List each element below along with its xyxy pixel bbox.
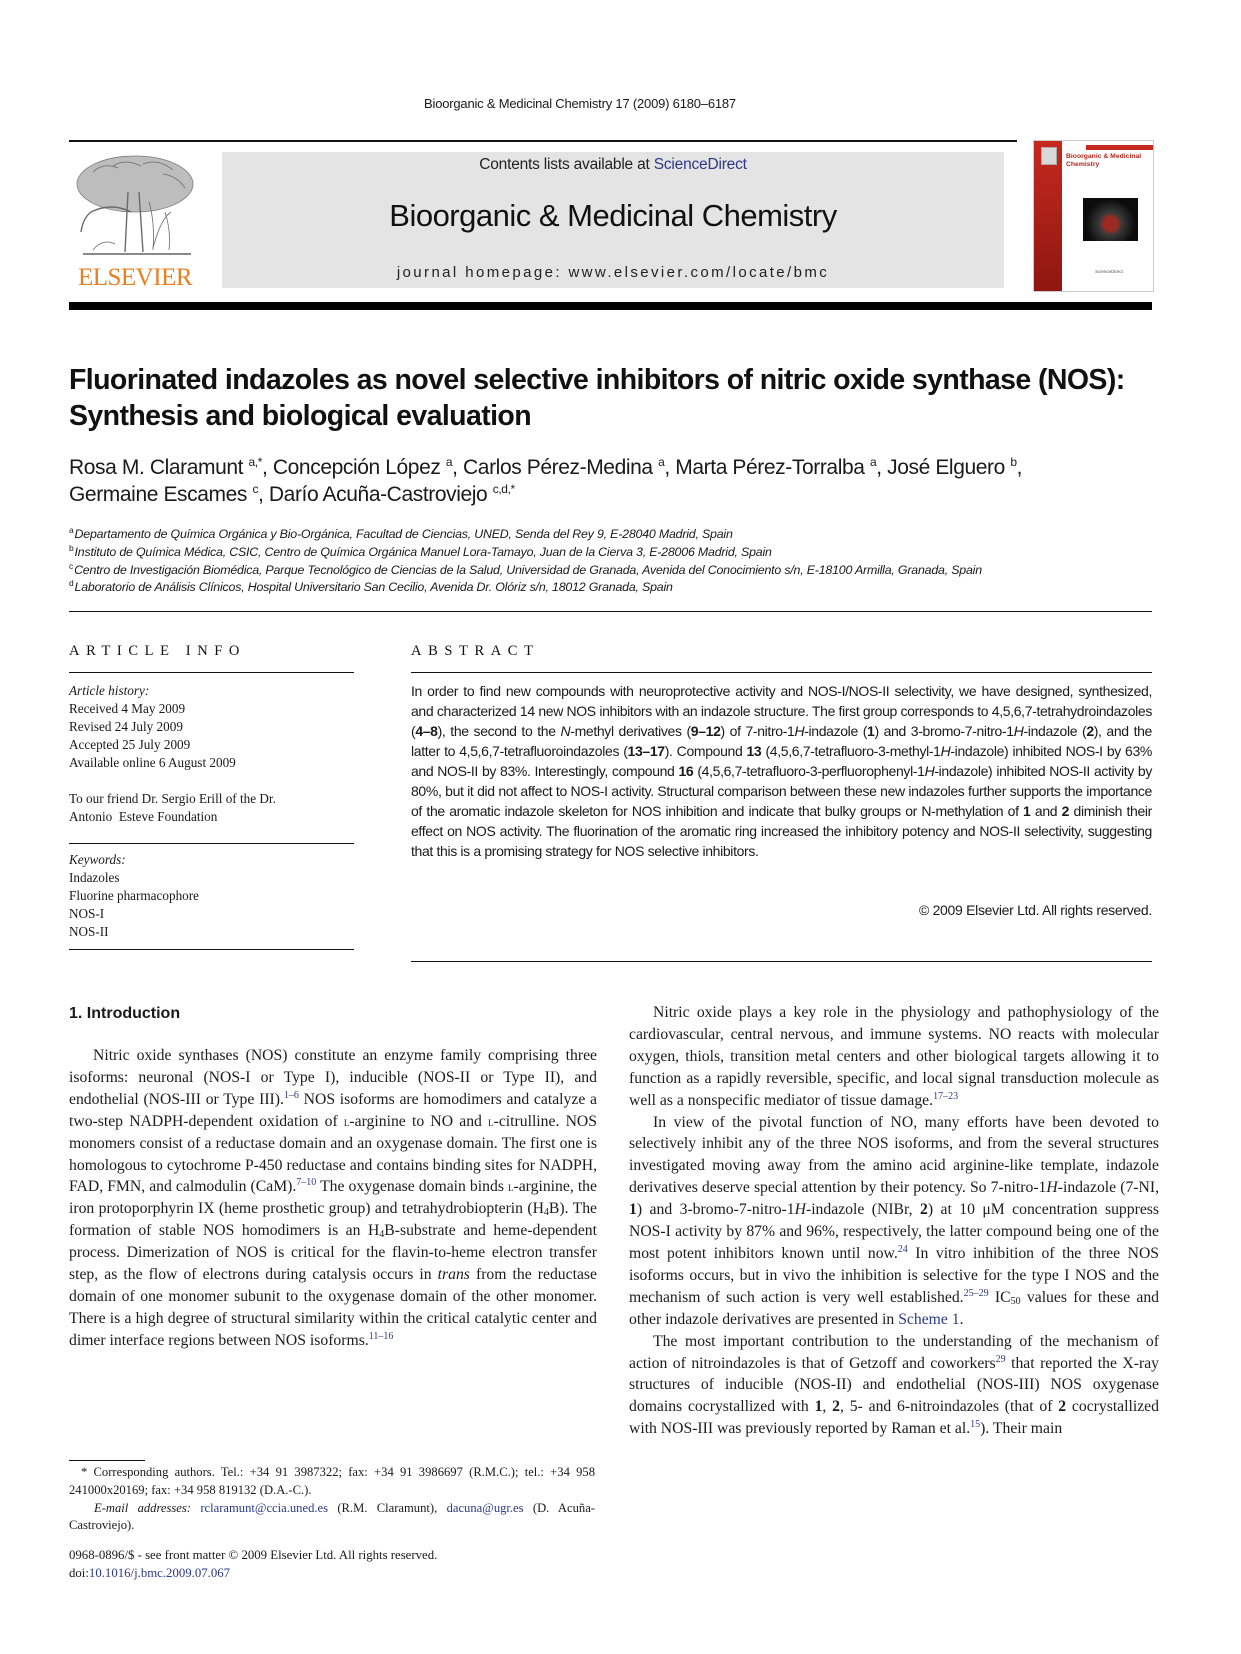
- citation-link[interactable]: 1–6: [283, 1089, 299, 1101]
- email-link-claramunt[interactable]: rclaramunt@ccia.uned.es: [200, 1500, 329, 1515]
- history-revised: Revised 24 July 2009: [69, 719, 183, 734]
- author-list: Rosa M. Claramunt $^{a,*}$, Concepción López $^a$, Carlos Pérez-Medina $^a$, Marta Pérez-Torralba $^a$, José Elguero $^b$, Germaine Escames $^c$, Darío Acuña-Castroviejo $^{c,d,*}$: [69, 455, 1023, 506]
- journal-homepage[interactable]: journal homepage: www.elsevier.com/locate/bmc: [396, 264, 830, 281]
- author[interactable]: Germaine Escames $^c$: [69, 482, 259, 506]
- cover-title: Bioorganic & Medicinal Chemistry: [1066, 153, 1142, 168]
- affiliation: $^a$Departamento de Química Orgánica y Bio-Orgánica, Facultad de Ciencias, UNED, Senda del Rey 9, E-28040 Madrid, Spain: [69, 525, 733, 541]
- keyword: Indazoles: [69, 870, 120, 885]
- abstract-rule: [411, 672, 1152, 673]
- paragraph: In view of the pivotal function of NO, many efforts have been devoted to selectively inhibit any of the three NOS isoforms, and from the several structures investigated moving away from the amino acid arginine-like template, indazole derivatives deserve special attention by their potency. So 7-nitro-1H-indazole (7-NI, 1) and 3-bromo-7-nitro-1H-indazole (NIBr, 2) at 10 μM concentration suppress NOS-I activity by 87% and 96%, respectively, the latter compound being one of the most potent inhibitors known until now.$^{24}$ In vitro inhibition of the three NOS isoforms occurs, but in vivo the inhibition is selective for the type I NOS and the mechanism of such action is very well established.$^{25-29}$ $IC_{50}$ values for these and other indazole derivatives are presented in Scheme 1.: [629, 1113, 1160, 1328]
- citation-link[interactable]: 7–10: [296, 1177, 317, 1189]
- abstract-rule: [411, 961, 1152, 962]
- citation-link[interactable]: 11–16: [368, 1330, 394, 1342]
- citation-link[interactable]: 17–23: [933, 1090, 959, 1102]
- abstract-copyright: © 2009 Elsevier Ltd. All rights reserved.: [918, 902, 1152, 918]
- citation-link[interactable]: 25–29: [963, 1287, 989, 1299]
- keyword: NOS-II: [69, 924, 109, 939]
- affiliation: $^d$Laboratorio de Análisis Clínicos, Hospital Universitario San Cecilio, Avenida Dr. Olóriz s/n, 18012 Granada, Spain: [69, 578, 673, 595]
- elsevier-wordmark: ELSEVIER: [77, 264, 193, 291]
- keywords: [69, 851, 354, 941]
- issn-line: 0968-0896/$ - see front matter © 2009 Elsevier Ltd. All rights reserved.: [69, 1548, 438, 1562]
- info-rule: [69, 843, 354, 844]
- elsevier-logo[interactable]: [69, 152, 201, 292]
- email-label: E-mail addresses:: [94, 1500, 191, 1515]
- elsevier-tree-icon: [73, 152, 197, 262]
- dedication-line: Antonio Esteve Foundation: [69, 809, 218, 824]
- affiliation: $^c$Centro de Investigación Biomédica, Parque Tecnológico de Ciencias de la Salud, Universidad de Granada, Avenida del Conocimiento s/n, E-18100 Armilla, Granada, Spain: [69, 560, 982, 577]
- author[interactable]: Marta Pérez-Torralba $^a$: [675, 455, 877, 479]
- contents-prefix: Contents lists available at: [479, 156, 654, 173]
- author[interactable]: Rosa M. Claramunt $^{a,*}$: [69, 455, 263, 479]
- citation-link[interactable]: 24: [897, 1243, 908, 1255]
- running-head: Bioorganic & Medicinal Chemistry 17 (2009) 6180–6187: [424, 96, 736, 111]
- author[interactable]: José Elguero $^b$: [887, 455, 1017, 479]
- body-column-right: [629, 1002, 1159, 1440]
- paragraph: Nitric oxide synthases (NOS) constitute an enzyme family comprising three isoforms: neuronal (NOS-I or Type I), inducible (NOS-II or Type II), and endothelial (NOS-III or Type III).$^{1-6}$ NOS isoforms are homodimers and catalyze a two-step NADPH-dependent oxidation of l-arginine to NO and l-citrulline. NOS monomers consist of a reductase domain and an oxygenase domain. The first one is homologous to cytochrome P-450 reductase and contains binding sites for NADPH, FAD, FMN, and calmodulin (CaM).$^{7-10}$ The oxygenase domain binds l-arginine, the iron protoporphyrin IX (heme prosthetic group) and tetrahydrobiopterin $(H_4B)$. The formation of stable NOS homodimers is an $H_4B$-substrate and heme-dependent process. Dimerization of NOS is critical for the flavin-to-heme electron transfer step, as the flow of electrons during catalysis occurs in trans from the reductase domain of one monomer subunit to the oxygenase domain of the other monomer. There is a high degree of structural similarity within the critical catalytic center and dimer interface regions between NOS isoforms.$^{11-16}$: [69, 1047, 598, 1349]
- article-info-heading: ARTICLE INFO: [69, 643, 247, 659]
- top-rule: [69, 140, 1017, 142]
- citation-link[interactable]: 29: [995, 1353, 1006, 1365]
- info-rule: [69, 672, 354, 673]
- email-note: E-mail addresses: rclaramunt@ccia.uned.es (R.M. Claramunt), dacuna@ugr.es (D. Acuña-Castroviejo).: [69, 1500, 595, 1533]
- keyword: Fluorine pharmacophore: [69, 888, 200, 903]
- citation-link[interactable]: 15: [970, 1419, 981, 1431]
- author[interactable]: Darío Acuña-Castroviejo $^{c,d,*}$: [268, 482, 515, 506]
- corresponding-author-note: * Corresponding authors. Tel.: +34 91 3987322; fax: +34 91 3986697 (R.M.C.); tel.: +34 958 241000x20169; fax: +34 958 819132 (D.A.-C.).: [69, 1465, 595, 1497]
- keywords-label: Keywords:: [69, 852, 126, 867]
- info-rule: [69, 949, 354, 950]
- cover-elsevier-icon: [1041, 147, 1057, 165]
- journal-name: Bioorganic & Medicinal Chemistry: [389, 198, 837, 233]
- affiliation: $^b$Instituto de Química Médica, CSIC, Centro de Química Orgánica Manuel Lora-Tamayo, Juan de la Cierva 3, E-28006 Madrid, Spain: [69, 542, 772, 559]
- history-online: Available online 6 August 2009: [69, 755, 236, 770]
- scheme-1-link[interactable]: Scheme 1: [898, 1310, 960, 1328]
- affiliations: [69, 526, 1159, 597]
- article-history: [69, 682, 354, 826]
- paragraph: Nitric oxide plays a key role in the physiology and pathophysiology of the cardiovascular, central nervous, and immune systems. NO reacts with molecular oxygen, thiols, transition metal centers and other biological targets allowing it to function as a rapidly reversible, specific, and local signal transduction molecule as well as a nonspecific mediator of tissue damage.$^{17-23}$: [629, 1004, 1159, 1109]
- sciencedirect-link[interactable]: ScienceDirect: [653, 156, 747, 173]
- body-column-left: [69, 1045, 597, 1352]
- affiliations-rule: [69, 611, 1152, 612]
- abstract-text: In order to find new compounds with neuroprotective activity and NOS-I/NOS-II selectivity, we have designed, synthesized, and characterized 14 new NOS inhibitors with an indazole structure. The first group corresponds to 4,5,6,7-tetrahydroindazoles (4–8), the second to the N-methyl derivatives (9–12) of 7-nitro-1H-indazole (1) and 3-bromo-7-nitro-1H-indazole (2), and the latter to 4,5,6,7-tetrafluoroindazoles (13–17). Compound 13 (4,5,6,7-tetrafluoro-3-methyl-1H-indazole) inhibited NOS-I by 63% and NOS-II by 83%. Interestingly, compound 16 (4,5,6,7-tetrafluoro-3-perfluorophenyl-1H-indazole) inhibited NOS-II activity by 80%, but it did not affect to NOS-I activity. Structural comparison between these new indazoles further supports the importance of the aromatic indazole skeleton for NOS inhibition and indicate that bulky groups or N-methylation of 1 and 2 diminish their effect on NOS activity. The fluorination of the aromatic ring increased the inhibitory potency and NOS-II selectivity, suggesting that this is a promising strategy for NOS selective inhibitors.: [411, 683, 1153, 859]
- journal-masthead: [222, 152, 1004, 288]
- history-received: Received 4 May 2009: [69, 701, 186, 716]
- dedication-line: To our friend Dr. Sergio Erill of the Dr.: [69, 791, 276, 806]
- article-title: Fluorinated indazoles as novel selective inhibitors of nitric oxide synthase (NOS): Synthesis and biological evaluation: [69, 364, 1125, 432]
- cover-bar: [1086, 145, 1153, 150]
- author[interactable]: Concepción López $^a$: [272, 455, 453, 479]
- journal-cover-thumbnail[interactable]: [1033, 140, 1154, 292]
- doi-link[interactable]: 10.1016/j.bmc.2009.07.067: [88, 1565, 231, 1580]
- section-heading-introduction: 1. Introduction: [69, 1005, 181, 1022]
- footnote-rule: [69, 1460, 145, 1461]
- cover-footer: ScienceDirect: [1095, 269, 1123, 274]
- paragraph: The most important contribution to the understanding of the mechanism of action of nitroindazoles is that of Getzoff and coworkers$^{29}$ that reported the X-ray structures of inducible (NOS-II) and endothelial (NOS-III) NOS oxygenase domains cocrystallized with 1, 2, 5- and 6-nitroindazoles (that of 2 cocrystallized with NOS-III was previously reported by Raman et al.$^{15}$). Their main: [629, 1332, 1159, 1438]
- abstract-heading: ABSTRACT: [411, 643, 540, 659]
- header-thick-rule: [69, 302, 1152, 310]
- issn-doi-block: [69, 1547, 609, 1583]
- cover-image: [1083, 198, 1138, 241]
- footnotes: [69, 1464, 595, 1535]
- author[interactable]: Carlos Pérez-Medina $^a$: [463, 455, 665, 479]
- doi-line: doi:10.1016/j.bmc.2009.07.067: [69, 1565, 231, 1580]
- keyword: NOS-I: [69, 906, 105, 921]
- history-label: Article history:: [69, 683, 150, 698]
- contents-line: [222, 156, 1004, 174]
- history-accepted: Accepted 25 July 2009: [69, 737, 191, 752]
- email-link-acuna[interactable]: dacuna@ugr.es: [446, 1500, 524, 1515]
